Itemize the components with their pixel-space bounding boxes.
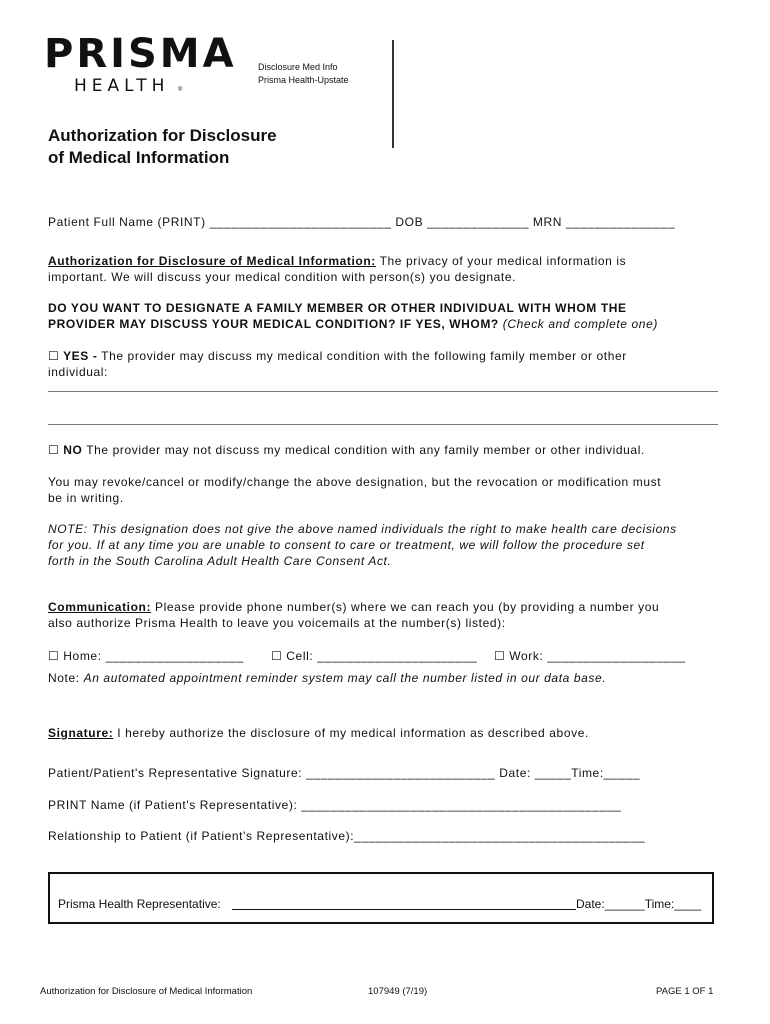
- designation-note-line-3: forth in the South Carolina Adult Health Care Consent Act.: [48, 554, 392, 568]
- header-location: Prisma Health-Upstate: [258, 75, 349, 85]
- signature-text: I hereby authorize the disclosure of my medical information as described above.: [113, 726, 589, 740]
- header-dept: Disclosure Med Info: [258, 62, 338, 72]
- rep-time-label: Time:: [644, 897, 675, 911]
- signature-heading: Signature:: [48, 726, 114, 740]
- authorization-text-2: important. We will discuss your medical condition with person(s) you designate.: [48, 270, 517, 284]
- communication-paragraph: [48, 599, 748, 631]
- patient-signature-date-time: ___________ Date: _____Time:_____: [415, 766, 641, 780]
- work-phone-field[interactable]: ☐ Work: ___________________: [494, 649, 686, 663]
- communication-text-1: Please provide phone number(s) where we can reach you (by providing a number you: [151, 600, 660, 614]
- designation-question: [48, 300, 738, 332]
- representative-label: Prisma Health Representative:: [58, 897, 221, 911]
- no-label: NO: [59, 443, 83, 457]
- revoke-paragraph: [48, 474, 738, 506]
- no-text: The provider may not discuss my medical condition with any family member or other individual.: [82, 443, 645, 457]
- communication-heading: Communication:: [48, 600, 152, 614]
- patient-info-line[interactable]: Patient Full Name (PRINT) _________________________ DOB ______________ MRN _______________: [48, 215, 676, 229]
- communication-text-2: also authorize Prisma Health to leave you voicemails at the number(s) listed):: [48, 616, 506, 630]
- title-line-1: Authorization for Disclosure: [48, 126, 277, 145]
- footer-form-number: 107949 (7/19): [368, 986, 428, 997]
- designation-note-line-1: NOTE: This designation does not give the above named individuals the right to make health care decisions: [48, 522, 677, 536]
- phone-note: [48, 670, 606, 686]
- rep-date-label: Date:: [576, 897, 605, 911]
- designation-note: [48, 521, 748, 569]
- yes-text-2: individual:: [48, 365, 108, 379]
- print-name-field[interactable]: PRINT Name (if Patient's Representative): ____________________________________________: [48, 798, 622, 812]
- question-note: (Check and complete one): [498, 317, 658, 331]
- footer-page-number: PAGE 1 OF 1: [656, 986, 714, 997]
- rep-time-blank: ____: [674, 897, 701, 911]
- designee-line-1[interactable]: [48, 391, 718, 392]
- authorization-text-1: The privacy of your medical information is: [375, 254, 627, 268]
- yes-checkbox[interactable]: ☐: [48, 349, 60, 363]
- footer-form-name: Authorization for Disclosure of Medical Information: [40, 986, 253, 997]
- home-phone-field[interactable]: ☐ Home: ___________________: [48, 649, 244, 663]
- rep-date-blank: ______: [604, 897, 645, 911]
- no-checkbox[interactable]: ☐: [48, 443, 60, 457]
- logo-health-wordmark: HEALTH: [74, 76, 170, 96]
- revoke-line-2: be in writing.: [48, 491, 124, 505]
- designee-line-2[interactable]: [48, 424, 718, 425]
- authorization-paragraph: [48, 253, 728, 285]
- relationship-field[interactable]: Relationship to Patient (if Patient's Representative):________________________________________: [48, 829, 646, 843]
- logo-prisma-wordmark: PRISMA: [44, 31, 237, 77]
- yes-option: [48, 348, 738, 380]
- page-title: [48, 125, 277, 169]
- patient-signature-field[interactable]: [48, 765, 640, 781]
- registered-mark: ®: [178, 87, 183, 93]
- question-line-1: DO YOU WANT TO DESIGNATE A FAMILY MEMBER OR OTHER INDIVIDUAL WITH WHOM THE: [48, 301, 627, 315]
- representative-signature-line[interactable]: [232, 909, 576, 910]
- representative-date-time[interactable]: [576, 897, 701, 911]
- title-line-2: of Medical Information: [48, 148, 230, 167]
- question-line-2: PROVIDER MAY DISCUSS YOUR MEDICAL CONDITION? IF YES, WHOM?: [48, 317, 499, 331]
- cell-phone-field[interactable]: ☐ Cell: ______________________: [271, 649, 478, 663]
- header-divider: [392, 40, 394, 148]
- header-info: [258, 61, 349, 87]
- authorization-heading: Authorization for Disclosure of Medical Information:: [48, 254, 376, 268]
- yes-label: YES -: [59, 349, 98, 363]
- phone-note-text: An automated appointment reminder system may call the number listed in our data base.: [83, 671, 607, 685]
- patient-signature-label: Patient/Patient's Representative Signature: _______________: [48, 766, 416, 780]
- phone-note-label: Note:: [48, 671, 84, 685]
- no-option: [48, 442, 738, 458]
- designation-note-line-2: for you. If at any time you are unable to consent to care or treatment, we will follow the procedure set: [48, 538, 645, 552]
- yes-text-1: The provider may discuss my medical condition with the following family member or other: [97, 349, 627, 363]
- revoke-line-1: You may revoke/cancel or modify/change the above designation, but the revocation or modification must: [48, 475, 662, 489]
- signature-statement: [48, 725, 589, 741]
